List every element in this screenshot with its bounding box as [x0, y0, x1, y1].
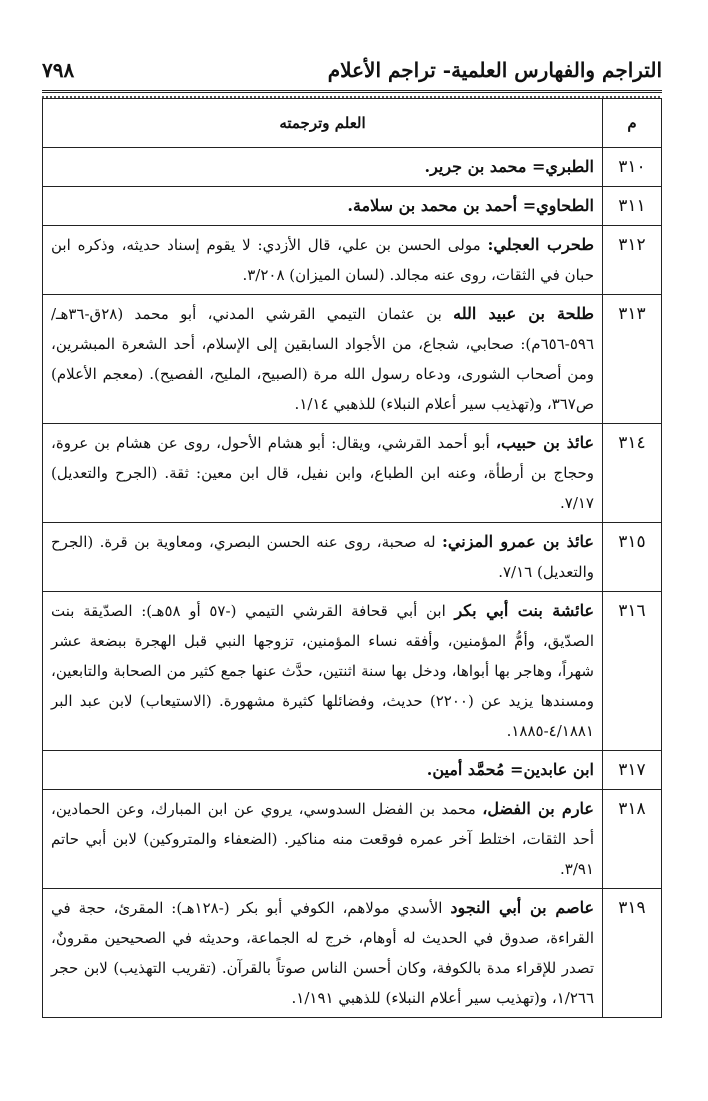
table-row: [43, 889, 662, 1018]
entry-name: الطبري= محمد بن جرير.: [424, 157, 594, 176]
table-header-row: [43, 99, 662, 148]
table-row: [43, 790, 662, 889]
entry-name: عاصم بن أبي النجود: [450, 898, 594, 917]
entry-number: ٣١٥: [603, 523, 662, 592]
table-row: [43, 751, 662, 790]
entry-cell: [43, 295, 603, 424]
header-rule: [42, 90, 662, 93]
entry-name: طلحة بن عبيد الله: [453, 304, 594, 323]
entry-cell: [43, 889, 603, 1018]
entry-name: ابن عابدين= مُحمَّد أمين.: [426, 760, 594, 779]
entry-cell: [43, 592, 603, 751]
biographies-table: [42, 98, 662, 1018]
entry-text: محمد بن الفضل السدوسي، يروي عن ابن المبارك، وعن الحمادين، أحد الثقات، اختلط آخر عمره فوقعت منه مناكير. (الضعفاء والمتروكين) لابن أبي حاتم ٣/٩١.: [51, 800, 594, 878]
entry-cell: [43, 148, 603, 187]
table-row: [43, 148, 662, 187]
table-row: [43, 523, 662, 592]
column-header-entry: العلم وترجمته: [43, 99, 603, 148]
entry-text: الأسدي مولاهم، الكوفي أبو بكر (-١٢٨هـ): المقرئ، حجة في القراءة، صدوق في الحديث له أوهام، خرج له الجماعة، وحديثه في الصحيحين مقرونٌ، تصدر للإقراء مدة بالكوفة، وكان أحسن الناس صوتاً بالقرآن. (تقريب التهذيب) لابن حجر ١/٢٦٦، و(تهذيب سير أعلام النبلاء) للذهبي ١/١٩١.: [51, 899, 594, 1007]
entry-text: ابن أبي قحافة القرشي التيمي (-٥٧ أو ٥٨هـ): الصدّيقة بنت الصدّيق، وأمُّ المؤمنين، وأفقه نساء المؤمنين، تزوجها النبي قبل الهجرة ببضعة عشر شهراً، وهاجر بها أبواها، ودخل بها سنة اثنتين، حدَّث عنها جمع كثير من الصحابة والتابعين، ومسندها يزيد عن (٢٢٠٠) حديث، وفضائلها كثيرة مشهورة. (الاستيعاب) لابن عبد البر ٤/١٨٨١-١٨٨٥.: [51, 602, 594, 740]
entry-name: عائذ بن حبيب،: [495, 433, 594, 452]
entry-text: أبو أحمد القرشي، ويقال: أبو هشام الأحول، روى عن هشام بن عروة، وحجاج بن أرطأة، وعنه ابن الطباع، وابن نفيل، قال ابن معين: ثقة. (الجرح والتعديل) ٧/١٧.: [51, 434, 594, 512]
entry-number: ٣١٤: [603, 424, 662, 523]
table-row: [43, 187, 662, 226]
entry-name: طحرب العجلي:: [487, 235, 594, 254]
page-number: ٧٩٨: [42, 58, 75, 82]
entry-cell: [43, 790, 603, 889]
entry-cell: [43, 523, 603, 592]
entry-number: ٣١١: [603, 187, 662, 226]
entry-text: له صحبة، روى عنه الحسن البصري، ومعاوية بن قرة. (الجرح والتعديل) ٧/١٦.: [51, 533, 594, 581]
table-row: [43, 592, 662, 751]
table-row: [43, 295, 662, 424]
entry-cell: [43, 226, 603, 295]
entry-cell: [43, 751, 603, 790]
entry-number: ٣١٣: [603, 295, 662, 424]
column-header-number: م: [603, 99, 662, 148]
entry-text: مولى الحسن بن علي، قال الأزدي: لا يقوم إسناد حديثه، وذكره ابن حبان في الثقات، روى عنه مجالد. (لسان الميزان) ٣/٢٠٨.: [51, 236, 594, 284]
entry-cell: [43, 187, 603, 226]
entry-cell: [43, 424, 603, 523]
entry-number: ٣١٩: [603, 889, 662, 1018]
entry-number: ٣١٧: [603, 751, 662, 790]
entry-number: ٣١٦: [603, 592, 662, 751]
entry-number: ٣١٠: [603, 148, 662, 187]
running-title: التراجم والفهارس العلمية- تراجم الأعلام: [327, 58, 662, 82]
entry-name: عائذ بن عمرو المزني:: [442, 532, 594, 551]
table-row: [43, 424, 662, 523]
entry-name: الطحاوي= أحمد بن محمد بن سلامة.: [347, 196, 594, 215]
entry-number: ٣١٨: [603, 790, 662, 889]
table-row: [43, 226, 662, 295]
entry-number: ٣١٢: [603, 226, 662, 295]
page-header: [42, 56, 662, 90]
entry-name: عارم بن الفضل،: [482, 799, 594, 818]
entry-name: عائشة بنت أبي بكر: [454, 601, 594, 620]
entry-text: بن عثمان التيمي القرشي المدني، أبو محمد (٢٨ق-٣٦هـ/٥٩٦-٦٥٦م): صحابي، شجاع، من الأجواد السابقين إلى الإسلام، أحد الشعرة المبشرين، ومن أصحاب الشورى، ودعاه رسول الله مرة (الصبيح، المليح، الفصيح). (معجم الأعلام) ص٣٦٧، و(تهذيب سير أعلام النبلاء) للذهبي ١/١٤.: [51, 305, 594, 413]
